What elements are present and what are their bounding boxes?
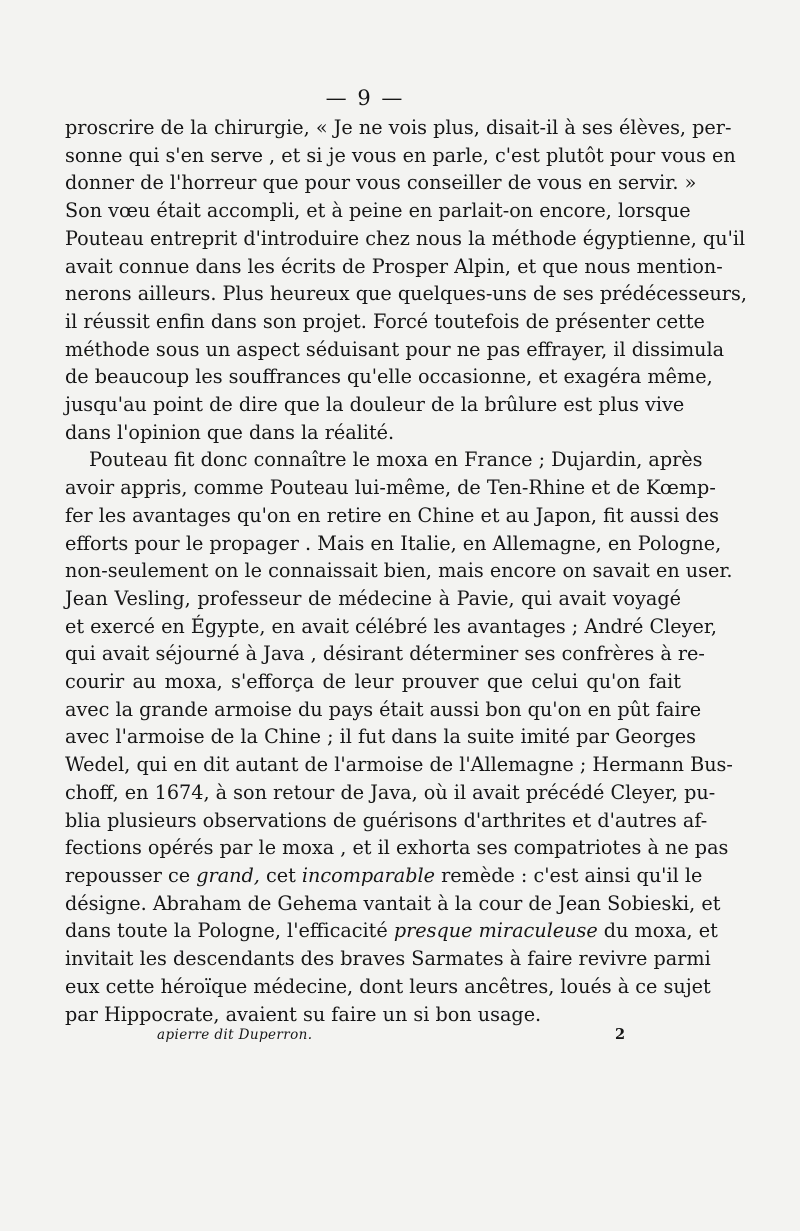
text-line: dans l'opinion que dans la réalité. bbox=[65, 420, 395, 444]
text-line: proscrire de la chirurgie, « Je ne vois plus, disait-il à ses élèves, per- bbox=[65, 116, 732, 139]
text-line: avait connue dans les écrits de Prosper Alpin, et que nous mention- bbox=[65, 254, 723, 278]
text-line: de beaucoup les souffrances qu'elle occasionne, et exagéra même, bbox=[65, 365, 713, 389]
text-segment: cet bbox=[259, 863, 302, 887]
italic-text: incomparable bbox=[301, 863, 436, 887]
text-line: nerons ailleurs. Plus heureux que quelques-uns de ses prédécesseurs, bbox=[65, 282, 747, 306]
text-line: fer les avantages qu'on en retire en Chine et au Japon, fit aussi des bbox=[65, 503, 719, 527]
text-line: qui avait séjourné à Java , désirant déterminer ses confrères à re- bbox=[65, 642, 705, 666]
text-line: Son vœu était accompli, et à peine en parlait-on encore, lorsque bbox=[65, 199, 691, 223]
signature-mark: apierre dit Duperron. bbox=[157, 1027, 313, 1043]
text-segment: remède : c'est ainsi qu'il le bbox=[435, 863, 703, 887]
text-line: avec la grande armoise du pays était aussi bon qu'on en pût faire bbox=[65, 697, 702, 721]
gathering-signature-number: 2 bbox=[615, 1026, 626, 1043]
text-line: Pouteau fit donc connaître le moxa en France ; Dujardin, après bbox=[89, 448, 703, 472]
text-line: blia plusieurs observations de guérisons d'arthrites et d'autres af- bbox=[65, 808, 708, 832]
italic-text: grand, bbox=[196, 863, 260, 887]
text-line: efforts pour le propager . Mais en Italie, en Allemagne, en Pologne, bbox=[65, 531, 722, 555]
text-line: désigne. Abraham de Gehema vantait à la cour de Jean Sobieski, et bbox=[65, 891, 721, 915]
text-line: sonne qui s'en serve , et si je vous en parle, c'est plutôt pour vous en bbox=[65, 143, 736, 167]
italic-text: presque miraculeuse bbox=[393, 919, 598, 943]
text-segment: repousser ce bbox=[65, 863, 197, 887]
body-text bbox=[65, 114, 747, 1028]
page-number: — 9 — bbox=[325, 86, 405, 110]
text-line: par Hippocrate, avaient su faire un si bon usage. bbox=[65, 1002, 542, 1026]
text-line: Jean Vesling, professeur de médecine à Pavie, qui avait voyagé bbox=[65, 586, 681, 610]
text-line: invitait les descendants des braves Sarmates à faire revivre parmi bbox=[65, 947, 711, 971]
text-line: choff, en 1674, à son retour de Java, où il avait précédé Cleyer, pu- bbox=[65, 780, 716, 804]
text-line bbox=[65, 862, 703, 890]
text-line: Pouteau entreprit d'introduire chez nous la méthode égyptienne, qu'il bbox=[65, 226, 746, 250]
text-line: non-seulement on le connaissait bien, mais encore on savait en user. bbox=[65, 559, 733, 583]
text-line: courir au moxa, s'efforça de leur prouver que celui qu'on fait bbox=[65, 670, 681, 694]
text-line: jusqu'au point de dire que la douleur de la brûlure est plus vive bbox=[65, 393, 685, 417]
text-segment: du moxa, et bbox=[597, 919, 718, 943]
text-line: fections opérés par le moxa , et il exhorta ses compatriotes à ne pas bbox=[65, 836, 729, 860]
text-line: avoir appris, comme Pouteau lui-même, de Ten-Rhine et de Kœmp- bbox=[65, 476, 716, 500]
text-line: avec l'armoise de la Chine ; il fut dans la suite imité par Georges bbox=[65, 725, 697, 749]
text-line: eux cette héroïque médecine, dont leurs ancêtres, loués à ce sujet bbox=[65, 974, 711, 998]
text-line: et exercé en Égypte, en avait célébré les avantages ; André Cleyer, bbox=[65, 614, 717, 638]
text-line: Wedel, qui en dit autant de l'armoise de l'Allemagne ; Hermann Bus- bbox=[65, 753, 733, 777]
text-segment: dans toute la Pologne, l'efficacité bbox=[65, 919, 394, 943]
text-line: il réussit enfin dans son projet. Forcé toutefois de présenter cette bbox=[65, 309, 705, 333]
text-line bbox=[65, 917, 718, 945]
text-line: méthode sous un aspect séduisant pour ne pas effrayer, il dissimula bbox=[65, 337, 725, 361]
text-line: donner de l'horreur que pour vous conseiller de vous en servir. » bbox=[65, 171, 697, 195]
